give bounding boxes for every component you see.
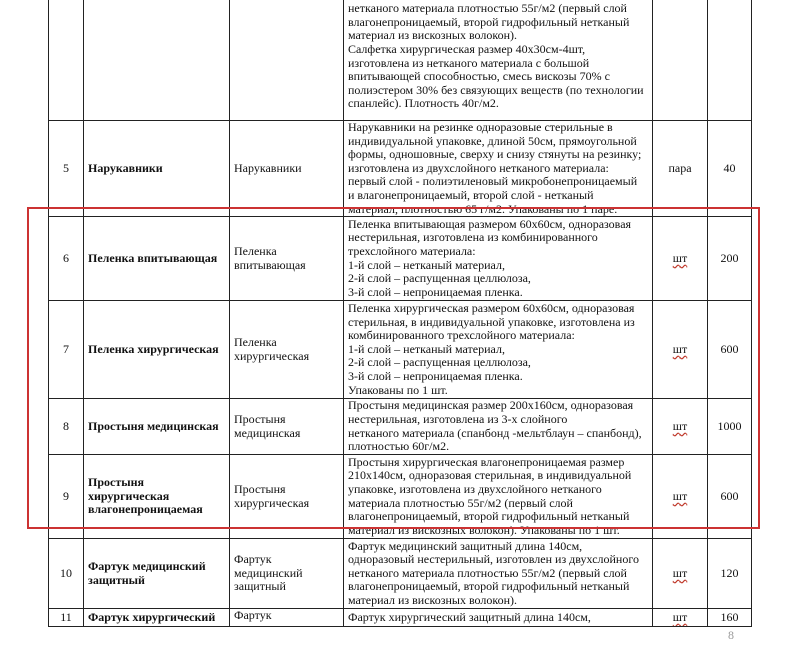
- unit-label: шт: [672, 609, 688, 624]
- unit-label: шт: [672, 418, 688, 433]
- row-number: 10: [49, 539, 84, 609]
- item-description: [344, 539, 653, 609]
- page-number: 8: [728, 628, 734, 642]
- item-name: Пеленка впитывающая: [84, 217, 230, 301]
- description-line: изготовлена из двухслойного нетканого материала:: [348, 160, 609, 175]
- item-short-name: Нарукавники: [230, 121, 344, 217]
- description-line: 2-й слой – распущенная целлюлоза,: [348, 355, 531, 370]
- item-name: Пеленка хирургическая: [84, 301, 230, 399]
- item-short-name: Простыня медицинская: [230, 399, 344, 455]
- item-short-name: Простыня хирургическая: [230, 455, 344, 539]
- description-line: влагонепроницаемый, второй гидрофильный нетканый: [348, 14, 630, 29]
- description-line: первый слой - полиэтиленовый микробонепроницаемый: [348, 174, 638, 189]
- unit-of-measure: [653, 0, 708, 121]
- description-line: формы, одношовные, сверху и снизу стянуты на резинку;: [348, 147, 642, 162]
- description-line: Упакованы по 1 шт.: [348, 382, 448, 397]
- table-row: [49, 301, 752, 399]
- table-row: [49, 455, 752, 539]
- description-line: комбинированного трехслойного материала:: [348, 328, 575, 343]
- description-line: впитывающей способностью, смесь вискозы 70% с: [348, 69, 610, 84]
- unit-label: шт: [672, 250, 688, 265]
- description-line: материал из вискозных волокон).: [348, 593, 518, 608]
- item-description: [344, 609, 653, 627]
- unit-of-measure: [653, 539, 708, 609]
- unit-of-measure: пара: [653, 121, 708, 217]
- row-number: 9: [49, 455, 84, 539]
- item-short-name: Фартук: [230, 609, 344, 627]
- row-number: 7: [49, 301, 84, 399]
- item-description: [344, 455, 653, 539]
- description-line: материал из вискозных волокон).: [348, 28, 518, 43]
- item-short-name: Фартук медицинский защитный: [230, 539, 344, 609]
- row-number: [49, 0, 84, 121]
- description-line: полиэстером 30% без связующих веществ (по технологии: [348, 82, 644, 97]
- unit-of-measure: [653, 609, 708, 627]
- table-row: [49, 0, 752, 121]
- quantity: 600: [708, 455, 752, 539]
- description-line: плотностью 60г/м2.: [348, 439, 450, 454]
- description-line: материал из вискозных волокон). Упакованы по 1 шт.: [348, 522, 620, 537]
- unit-of-measure: [653, 217, 708, 301]
- description-line: изготовлена из нетканого материала с большой: [348, 55, 590, 70]
- item-name: Простыня хирургическая влагонепроницаемая: [84, 455, 230, 539]
- description-line: Фартук хирургический защитный длина 140см,: [348, 609, 591, 624]
- description-line: одноразовый нестерильный, изготовлен из двухслойного: [348, 552, 639, 567]
- description-line: материал, плотностью 65 г/м2. Упакованы по 1 паре.: [348, 201, 618, 216]
- description-line: Пеленка впитывающая размером 60х60см, одноразовая: [348, 216, 632, 231]
- description-line: 3-й слой – непроницаемая пленка.: [348, 284, 523, 299]
- table-row: [49, 121, 752, 217]
- spec-table: [48, 0, 752, 627]
- description-line: 1-й слой – нетканый материал,: [348, 257, 505, 272]
- item-name: Фартук хирургический: [84, 609, 230, 627]
- quantity: 1000: [708, 399, 752, 455]
- item-short-name: Пеленка впитывающая: [230, 217, 344, 301]
- item-description: [344, 0, 653, 121]
- table-row: [49, 539, 752, 609]
- description-line: трехслойного материала:: [348, 244, 476, 259]
- row-number: 8: [49, 399, 84, 455]
- item-name: [84, 0, 230, 121]
- item-description: [344, 301, 653, 399]
- item-description: [344, 399, 653, 455]
- table-row: [49, 217, 752, 301]
- unit-label: шт: [672, 488, 688, 503]
- description-line: 3-й слой – непроницаемая пленка.: [348, 369, 523, 384]
- item-description: [344, 217, 653, 301]
- unit-label: шт: [672, 341, 688, 356]
- unit-of-measure: [653, 399, 708, 455]
- description-line: нестерильная, изготовлена из комбинированного: [348, 230, 598, 245]
- item-name: Фартук медицинский защитный: [84, 539, 230, 609]
- item-name: Простыня медицинская: [84, 399, 230, 455]
- description-line: нетканого материала плотностью 55г/м2 (первый слой: [348, 565, 627, 580]
- description-line: нестерильная, изготовлена из 3-х слойного: [348, 412, 568, 427]
- item-short-name: [230, 0, 344, 121]
- quantity: 600: [708, 301, 752, 399]
- quantity: 160: [708, 609, 752, 627]
- table-row: [49, 399, 752, 455]
- description-line: Нарукавники на резинке одноразовые стерильные в: [348, 120, 613, 134]
- description-line: Простыня хирургическая влагонепроницаемая размер: [348, 454, 625, 469]
- description-line: стерильная, в индивидуальной упаковке, изготовлена из: [348, 314, 635, 329]
- row-number: 5: [49, 121, 84, 217]
- description-line: Пеленка хирургическая размером 60х60см, одноразовая: [348, 301, 635, 316]
- description-line: влагонепроницаемый, второй гидрофильный нетканый: [348, 579, 630, 594]
- description-line: упаковке, изготовлена из двухслойного нетканого: [348, 482, 602, 497]
- description-line: нетканого материала плотностью 55г/м2 (первый слой: [348, 1, 627, 16]
- description-line: Простыня медицинская размер 200х160см, одноразовая: [348, 398, 634, 413]
- description-line: и влагонепроницаемый, второй слой - нетканый: [348, 187, 594, 202]
- row-number: 11: [49, 609, 84, 627]
- description-line: влагонепроницаемый, второй гидрофильный нетканый: [348, 509, 630, 524]
- description-line: 210х140см, одноразовая стерильная, в индивидуальной: [348, 468, 632, 483]
- description-line: Салфетка хирургическая размер 40х30см-4шт,: [348, 41, 586, 56]
- quantity: 120: [708, 539, 752, 609]
- quantity: [708, 0, 752, 121]
- description-line: материала плотностью 55г/м2 (первый слой: [348, 495, 573, 510]
- row-number: 6: [49, 217, 84, 301]
- description-line: 1-й слой – нетканый материал,: [348, 341, 505, 356]
- unit-of-measure: [653, 455, 708, 539]
- item-short-name: Пеленка хирургическая: [230, 301, 344, 399]
- table-row: [49, 609, 752, 627]
- description-line: Фартук медицинский защитный длина 140см,: [348, 538, 583, 553]
- item-name: Нарукавники: [84, 121, 230, 217]
- item-description: [344, 121, 653, 217]
- description-line: индивидуальной упаковке, длиной 50см, прямоугольной: [348, 133, 637, 148]
- spec-table-body: [49, 0, 752, 627]
- unit-label: шт: [672, 565, 688, 580]
- description-line: 2-й слой – распущенная целлюлоза,: [348, 271, 531, 286]
- description-line: нетканого материала (спанбонд -мельтблаун – спанбонд),: [348, 425, 642, 440]
- quantity: 200: [708, 217, 752, 301]
- description-line: спанлейс). Плотность 40г/м2.: [348, 96, 499, 111]
- quantity: 40: [708, 121, 752, 217]
- unit-of-measure: [653, 301, 708, 399]
